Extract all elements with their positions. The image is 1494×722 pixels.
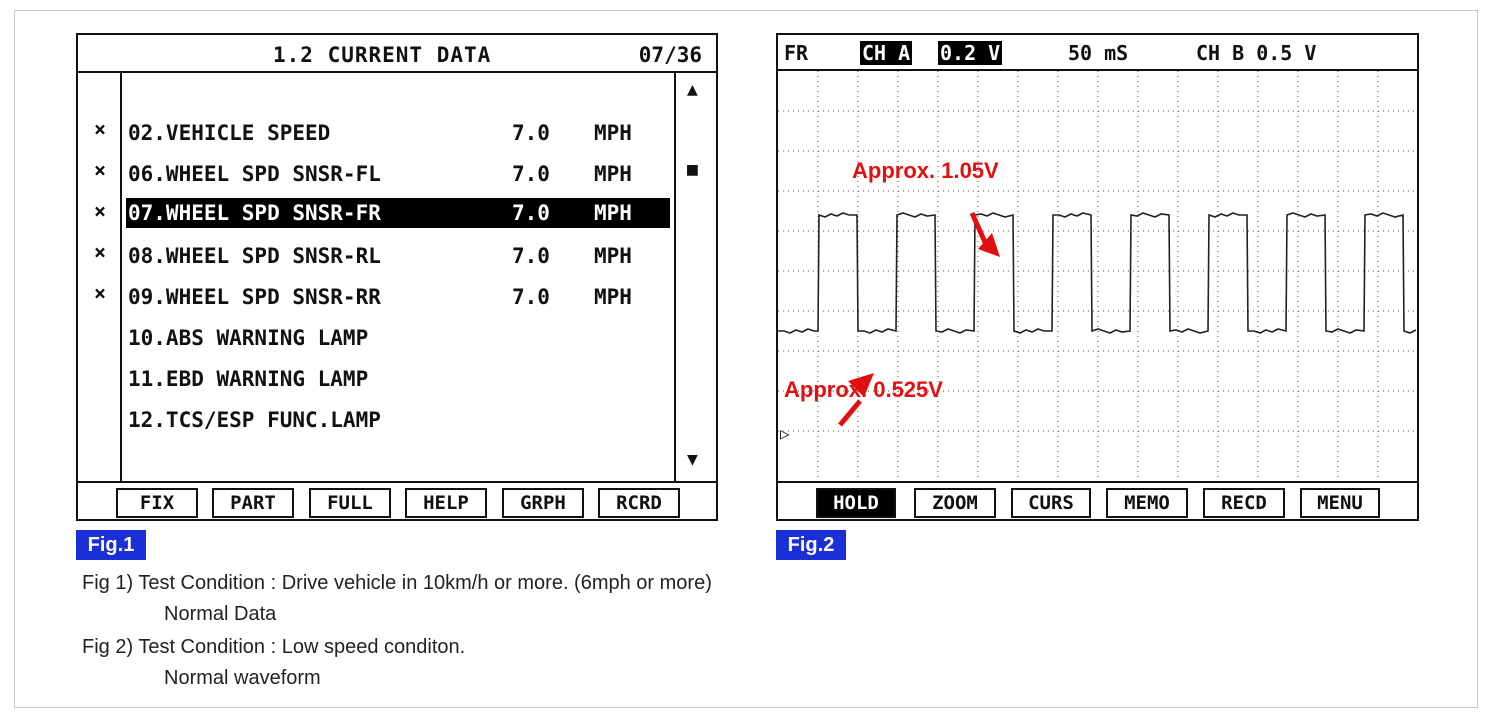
fix-mark: × [94,199,107,223]
list-item[interactable] [126,323,670,353]
list-item[interactable] [126,159,670,189]
list-item[interactable] [126,241,670,271]
item-unit: MPH [594,244,632,268]
scroll-thumb-icon[interactable]: ■ [687,159,698,180]
caption-fig2: Fig 2) Test Condition : Low speed conditon. [82,636,466,658]
time-base[interactable]: 50 mS [1068,41,1129,65]
item-unit: MPH [594,162,632,186]
item-unit: MPH [594,201,632,225]
channel-a-scale[interactable]: 0.2 V [940,41,1001,65]
annotation-high: Approx. 1.05V [852,158,999,183]
item-unit: MPH [594,121,632,145]
scope-grid [778,71,1417,481]
item-name: 02.VEHICLE SPEED [128,121,331,145]
item-name: 07.WHEEL SPD SNSR-FR [128,201,381,225]
fix-mark: × [94,281,107,305]
list-item[interactable] [126,282,670,312]
trigger-marker-icon: ▷ [780,424,790,443]
fix-button[interactable]: FIX [116,488,198,518]
graph-button[interactable]: GRPH [502,488,584,518]
current-data-screen [76,33,718,521]
item-value: 7.0 [512,121,550,145]
scroll-up-icon[interactable]: ▲ [687,79,698,100]
annotation-low: Approx. 0.525V [784,377,943,402]
menu-button[interactable]: MENU [1300,488,1380,518]
fix-mark: × [94,158,107,182]
scroll-down-icon[interactable]: ▼ [687,449,698,470]
fix-mark: × [94,240,107,264]
zoom-button[interactable]: ZOOM [914,488,996,518]
scope-function-bar [778,481,1417,519]
fig2-label: Fig.2 [776,530,846,560]
item-value: 7.0 [512,162,550,186]
list-item[interactable] [126,118,670,148]
item-name: 12.TCS/ESP FUNC.LAMP [128,408,381,432]
fix-mark: × [94,117,107,141]
data-list [122,73,672,481]
oscilloscope-screen [776,33,1419,521]
channel-label: FR [784,41,809,65]
item-name: 06.WHEEL SPD SNSR-FL [128,162,381,186]
list-item-selected[interactable] [126,198,670,228]
channel-a-label[interactable]: CH A [862,41,911,65]
channel-b-scale[interactable]: CH B 0.5 V [1196,41,1317,65]
record-button[interactable]: RCRD [598,488,680,518]
item-value: 7.0 [512,244,550,268]
fix-mark-column [78,73,122,481]
item-value: 7.0 [512,285,550,309]
list-item[interactable] [126,364,670,394]
screen-title: 1.2 CURRENT DATA [273,43,492,67]
waveform-display [778,71,1417,481]
list-item[interactable] [126,405,670,435]
help-button[interactable]: HELP [405,488,487,518]
item-name: 09.WHEEL SPD SNSR-RR [128,285,381,309]
caption-fig2-note: Normal waveform [164,667,321,689]
caption-fig1: Fig 1) Test Condition : Drive vehicle in 10km/h or more. (6mph or more) [82,572,712,594]
screen-header [78,35,716,73]
function-key-bar [78,481,716,519]
record-button[interactable]: RECD [1203,488,1285,518]
page-counter: 07/36 [638,43,702,67]
item-name: 08.WHEEL SPD SNSR-RL [128,244,381,268]
memo-button[interactable]: MEMO [1106,488,1188,518]
item-value: 7.0 [512,201,550,225]
arrow-low [840,401,860,425]
scrollbar[interactable] [674,73,716,481]
scope-header [778,35,1417,71]
item-name: 10.ABS WARNING LAMP [128,326,369,350]
item-unit: MPH [594,285,632,309]
part-button[interactable]: PART [212,488,294,518]
hold-button[interactable]: HOLD [816,488,896,518]
full-button[interactable]: FULL [309,488,391,518]
cursor-button[interactable]: CURS [1011,488,1091,518]
item-name: 11.EBD WARNING LAMP [128,367,369,391]
caption-fig1-note: Normal Data [164,603,277,625]
fig1-label: Fig.1 [76,530,146,560]
